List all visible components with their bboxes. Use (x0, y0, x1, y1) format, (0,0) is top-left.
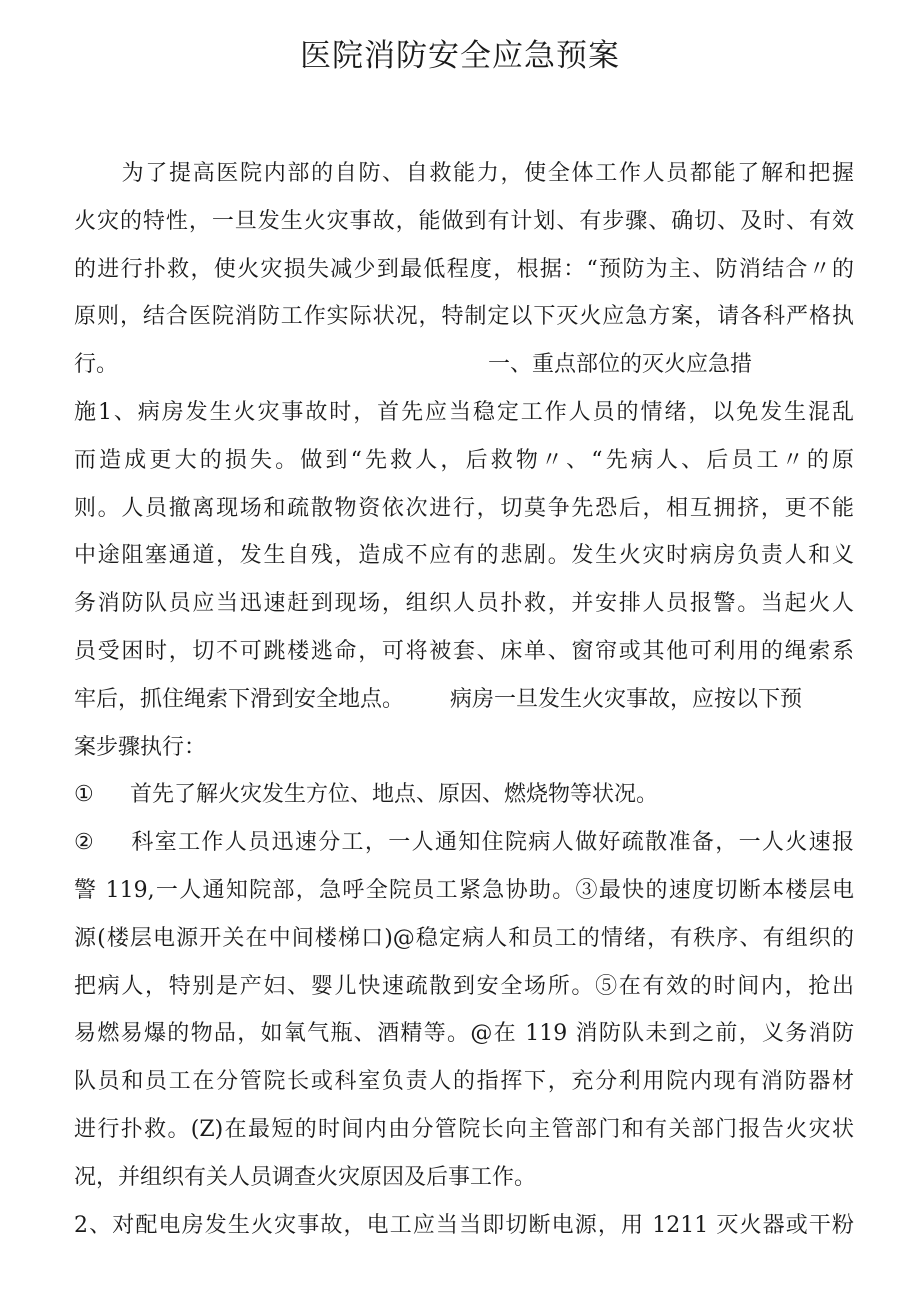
text-segment: 行。 (74, 352, 119, 378)
section-heading: 一、重点部位的灭火应急措 (488, 352, 753, 378)
text-segment: 牢后，抓住绳索下滑到安全地点。 (74, 686, 405, 712)
text-line: 施1、病房发生火灾事故时，首先应当稳定工作人员的情绪，以免发生混乱 (74, 399, 854, 425)
text-segment: 首先了解火灾发生方位、地点、原因、燃烧物等状况。 (130, 782, 659, 808)
text-line: 中途阻塞通道，发生自残，造成不应有的悲剧。发生火灾时病房负责人和义 (74, 543, 854, 569)
text-line: 则。人员撤离现场和疏散物资依次进行，切莫争先恐后，相互拥挤，更不能 (74, 495, 854, 521)
text-segment: 为了提高医院内部的自防、自救能力，使全体工作人员都能了解和把握 (120, 161, 854, 186)
text-line: 进行扑救。(Z)在最短的时间内由分管院长向主管部门和有关部门报告火灾状 (74, 1116, 854, 1142)
text-line: 的进行扑救，使火灾损失减少到最低程度，根据：“预防为主、防消结合〃的 (74, 256, 854, 282)
text-line: 况，并组织有关人员调查火灾原因及后事工作。 (74, 1164, 537, 1190)
text-line: 务消防队员应当迅速赶到现场，组织人员扑救，并安排人员报警。当起火人 (74, 591, 854, 617)
document-body (74, 150, 854, 1249)
text-line: 员受困时，切不可跳楼逃命，可将被套、床单、窗帘或其他可利用的绳索系 (74, 638, 854, 664)
list-marker: ① (74, 782, 94, 808)
list-item (74, 819, 854, 867)
text-segment: 科室工作人员迅速分工，一人通知住院病人做好疏散准备，一人火速报 (130, 830, 854, 856)
list-marker: ② (74, 830, 94, 856)
text-line (74, 341, 854, 389)
text-line: 原则，结合医院消防工作实际状况，特制定以下灭火应急方案，请各科严格执 (74, 304, 854, 330)
text-line: 警 119,一人通知院部，急呼全院员工紧急协助。③最快的速度切断本楼层电 (74, 877, 854, 903)
text-segment: 病房一旦发生火灾事故，应按以下预 (450, 686, 803, 712)
text-line (74, 150, 854, 198)
text-line: 源(楼层电源开关在中间楼梯口)@稳定病人和员工的情绪，有秩序、有组织的 (74, 925, 854, 951)
list-item (74, 771, 854, 819)
text-line: 而造成更大的损失。做到“先救人，后救物〃、“先病人、后员工〃的原 (74, 447, 854, 473)
text-line: 火灾的特性，一旦发生火灾事故，能做到有计划、有步骤、确切、及时、有效 (74, 208, 854, 234)
text-line (74, 676, 854, 724)
text-line: 案步骤执行： (74, 734, 207, 760)
text-line: 把病人，特别是产妇、婴儿快速疏散到安全场所。⑤在有效的时间内，抢出 (74, 973, 854, 999)
document-title: 医院消防安全应急预案 (300, 38, 620, 74)
text-line: 2、对配电房发生火灾事故，电工应当当即切断电源，用 1211 灭火器或干粉 (74, 1212, 854, 1238)
text-line: 队员和员工在分管院长或科室负责人的指挥下，充分利用院内现有消防器材 (74, 1069, 854, 1095)
text-line: 易燃易爆的物品，如氧气瓶、酒精等。@在 119 消防队未到之前，义务消防 (74, 1021, 854, 1047)
